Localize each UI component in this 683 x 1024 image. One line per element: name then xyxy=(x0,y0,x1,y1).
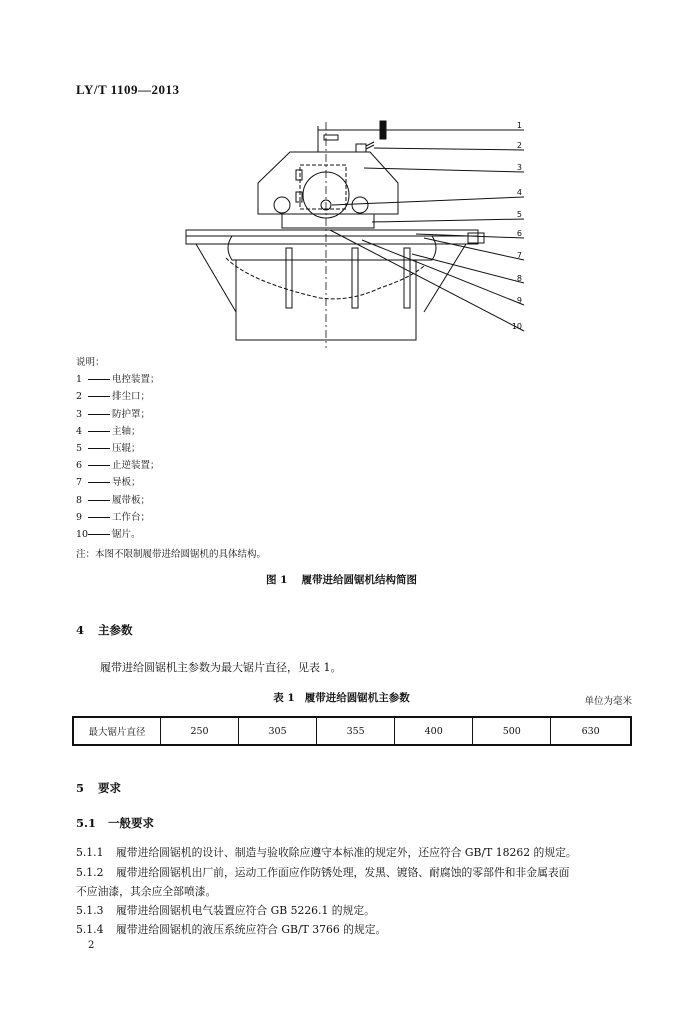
legend-item: 1 电控装置； xyxy=(76,374,160,386)
table-1-unit: 单位为毫米 xyxy=(584,696,632,707)
clause-5-1-3: 5.1.3 履带进给圆锯机电气装置应符合 GB 5226.1 的规定。 xyxy=(76,904,375,917)
table-1-title: 表 1 履带进给圆锯机主参数 xyxy=(273,692,410,704)
callout-8: 8 xyxy=(516,274,522,283)
table-cell: 305 xyxy=(239,717,317,745)
saw-structure-diagram xyxy=(180,118,540,368)
callout-10: 10 xyxy=(511,322,522,331)
legend-item: 5 压辊； xyxy=(76,443,141,455)
figure-caption-text: 履带进给圆锯机结构简图 xyxy=(301,574,417,586)
callout-5: 5 xyxy=(516,210,522,219)
table-cell: 630 xyxy=(551,717,631,745)
clause-5-1-2: 5.1.2 履带进给圆锯机出厂前，运动工作面应作防锈处理，发黑、镀铬、耐腐蚀的零部件和非金属表面 xyxy=(76,866,570,879)
legend-item: 8 履带板； xyxy=(76,494,151,506)
standard-code: LY/T 1109—2013 xyxy=(76,82,180,97)
callout-1: 1 xyxy=(516,121,522,130)
figure-legend xyxy=(76,354,160,543)
section-5-heading: 5 要求 xyxy=(76,781,122,795)
clause-5-1-4: 5.1.4 履带进给圆锯机的液压系统应符合 GB/T 3766 的规定。 xyxy=(76,923,387,936)
legend-item: 10 锯片。 xyxy=(76,529,141,541)
clause-5-1-2-continuation: 不应油漆，其余应全部喷漆。 xyxy=(76,885,217,898)
table-1 xyxy=(72,716,632,746)
callout-7: 7 xyxy=(516,251,522,260)
legend-title: 说明： xyxy=(76,357,105,368)
page-number: 2 xyxy=(88,940,95,951)
legend-item: 9 工作台； xyxy=(76,511,151,523)
callout-9: 9 xyxy=(516,296,522,305)
callout-4: 4 xyxy=(516,188,522,197)
figure-caption-label: 图 1 xyxy=(266,574,288,586)
clause-5-1-1: 5.1.1 履带进给圆锯机的设计、制造与验收除应遵守本标准的规定外，还应符合 GB/T 18262 的规定。 xyxy=(76,846,577,859)
section-5-1-heading: 5.1 一般要求 xyxy=(76,816,155,830)
legend-item: 7 导板； xyxy=(76,477,141,489)
table-cell: 355 xyxy=(317,717,395,745)
table-cell: 250 xyxy=(161,717,239,745)
table-cell: 400 xyxy=(395,717,473,745)
figure-note: 注：本图不限制履带进给圆锯机的具体结构。 xyxy=(76,549,267,560)
legend-item: 6 止逆装置； xyxy=(76,460,160,472)
callout-3: 3 xyxy=(516,163,522,172)
section-4-paragraph: 履带进给圆锯机主参数为最大锯片直径，见表 1。 xyxy=(100,661,342,674)
legend-item: 2 排尘口； xyxy=(76,391,151,403)
legend-item: 4 主轴； xyxy=(76,425,141,437)
table-cell: 500 xyxy=(473,717,551,745)
callout-6: 6 xyxy=(516,229,522,238)
table-row-header: 最大锯片直径 xyxy=(73,717,161,745)
table-row xyxy=(73,717,631,745)
figure-caption xyxy=(0,572,683,587)
section-4-heading: 4 主参数 xyxy=(76,623,133,637)
legend-item: 3 防护罩； xyxy=(76,408,151,420)
callout-2: 2 xyxy=(516,141,522,150)
